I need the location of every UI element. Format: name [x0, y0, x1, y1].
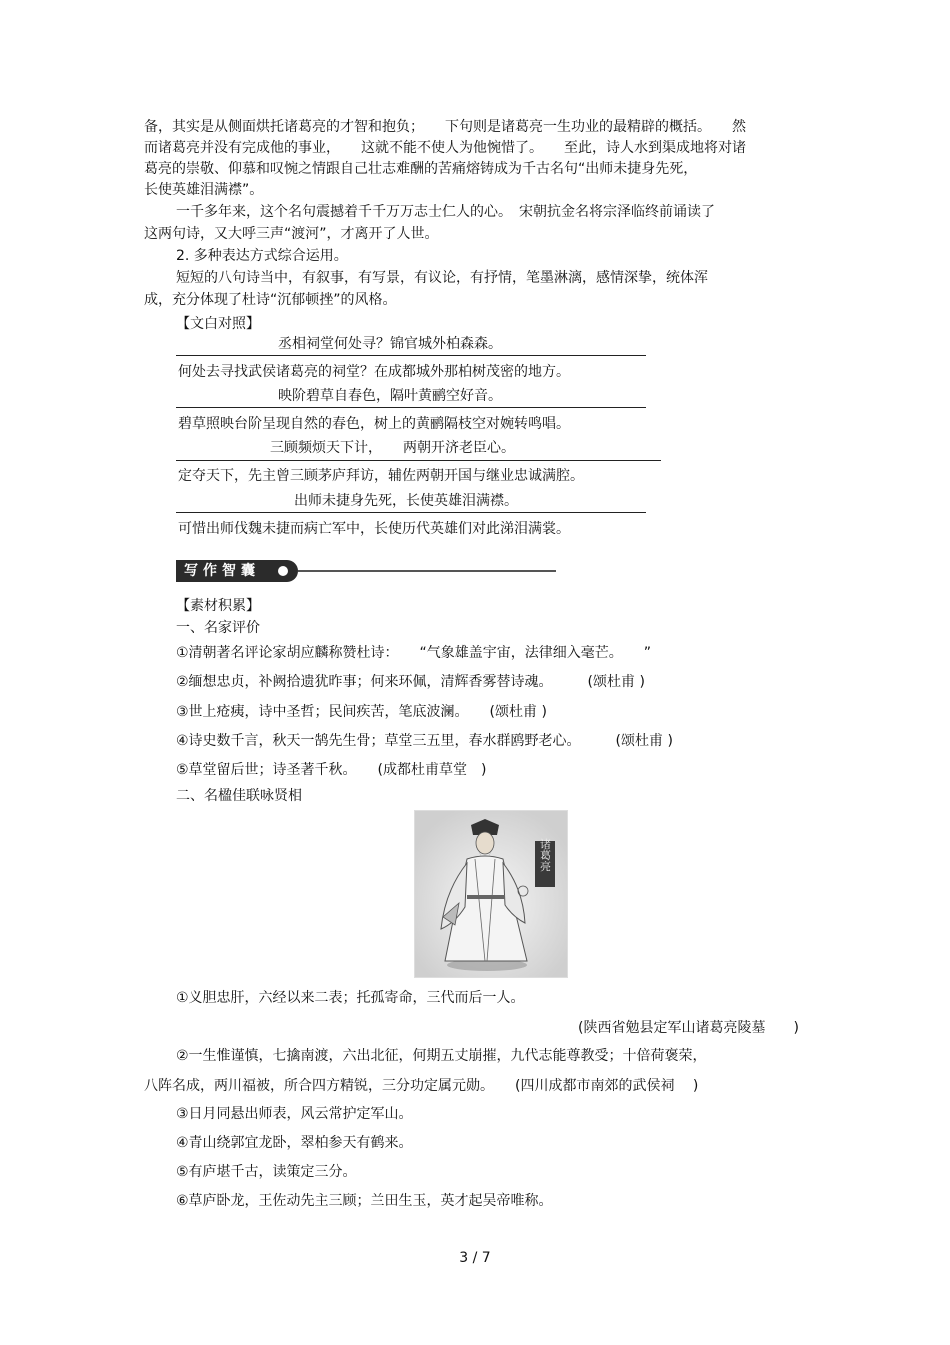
divider	[176, 512, 646, 513]
intro-line: 葛亮的崇敬、仰慕和叹惋之情跟自己壮志难酬的苦痛熔铸成为千古名句“出师未捷身先死，	[144, 161, 698, 177]
seal-text: 诸葛亮	[538, 838, 552, 872]
section-title: 写作智囊	[176, 560, 298, 582]
couplet-item: ①义胆忠肝，六经以来二表；托孤寄命，三代而后一人。	[176, 990, 525, 1006]
review-item: ①清朝著名评论家胡应麟称赞杜诗： “气象雄盖宇宙，法律细入毫芒。 ”	[176, 645, 652, 661]
material-heading: 【素材积累】	[176, 598, 260, 614]
classical-line: 三顾频烦天下计， 两朝开济老臣心。	[270, 440, 515, 456]
modern-line: 碧草照映台阶呈现自然的春色，树上的黄鹂隔枝空对婉转鸣唱。	[178, 416, 570, 432]
couplet-item: ③日月同悬出师表，风云常护定军山。	[176, 1106, 413, 1122]
classical-line: 丞相祠堂何处寻？锦官城外柏森森。	[278, 336, 502, 352]
couplet-item: ⑥草庐卧龙，王佐动先主三顾；兰田生玉，英才起吴帝唯称。	[176, 1193, 553, 1209]
couplet-item: ⑤有庐堪千古，读策定三分。	[176, 1164, 357, 1180]
modern-line: 定夺天下，先主曾三顾茅庐拜访，辅佐两朝开国与继业忠诚满腔。	[178, 468, 584, 484]
couplet-item: 八阵名成，两川福被，所合四方精锐，三分功定属元勋。 (四川成都市南郊的武侯祠 )	[144, 1078, 699, 1094]
modern-line: 何处去寻找武侯诸葛亮的祠堂？在成都城外那柏树茂密的地方。	[178, 364, 570, 380]
intro-line: 这两句诗，又大呼三声“渡河”，才离开了人世。	[144, 226, 439, 242]
review-item: ③世上疮痍，诗中圣哲；民间疾苦，笔底波澜。 (颂杜甫 )	[176, 704, 547, 720]
part1-title: 一、名家评价	[176, 620, 260, 636]
couplet-source: (陕西省勉县定军山诸葛亮陵墓 )	[578, 1020, 799, 1036]
section-header	[176, 560, 556, 582]
review-item: ④诗史数千言，秋天一鹄先生骨；草堂三五里，春水群鸥野老心。 (颂杜甫 )	[176, 733, 673, 749]
page-number: 3 / 7	[459, 1250, 491, 1266]
divider	[176, 460, 661, 461]
intro-line: 成，充分体现了杜诗“沉郁顿挫”的风格。	[144, 292, 397, 308]
section-rule	[298, 570, 556, 572]
classical-line: 映阶碧草自春色，隔叶黄鹂空好音。	[278, 388, 502, 404]
intro-line: 2. 多种表达方式综合运用。	[176, 248, 348, 264]
couplet-item: ④青山绕郭宜龙卧，翠柏参天有鹤来。	[176, 1135, 413, 1151]
bullet-dot-icon	[278, 566, 288, 576]
intro-line: 短短的八句诗当中，有叙事，有写景，有议论，有抒情，笔墨淋漓，感情深挚，统体浑	[176, 270, 708, 286]
classical-line: 出师未捷身先死，长使英雄泪满襟。	[294, 493, 518, 509]
divider	[176, 407, 646, 408]
wenbai-heading: 【文白对照】	[176, 316, 260, 332]
divider	[176, 355, 646, 356]
modern-line: 可惜出师伐魏未捷而病亡军中，长使历代英雄们对此涕泪满裳。	[178, 521, 570, 537]
part2-title: 二、名楹佳联咏贤相	[176, 788, 302, 804]
intro-line: 一千多年来，这个名句震撼着千千万万志士仁人的心。 宋朝抗金名将宗泽临终前诵读了	[176, 204, 715, 220]
couplet-item: ②一生惟谨慎，七擒南渡，六出北征，何期五丈崩摧，九代志能尊教受；十倍荷褒荣，	[176, 1048, 707, 1064]
intro-line: 备，其实是从侧面烘托诸葛亮的才智和抱负； 下句则是诸葛亮一生功业的最精辟的概括。 然	[144, 119, 746, 135]
intro-line: 长使英雄泪满襟”。	[144, 182, 264, 198]
review-item: ②缅想忠贞，补阙拾遗犹昨事；何来环佩，清辉香雾替诗魂。 (颂杜甫 )	[176, 674, 645, 690]
zhuge-liang-portrait	[414, 810, 568, 978]
review-item: ⑤草堂留后世；诗圣著千秋。 (成都杜甫草堂 )	[176, 762, 487, 778]
intro-line: 而诸葛亮并没有完成他的事业， 这就不能不使人为他惋惜了。 至此，诗人水到渠成地将对诸	[144, 140, 746, 156]
